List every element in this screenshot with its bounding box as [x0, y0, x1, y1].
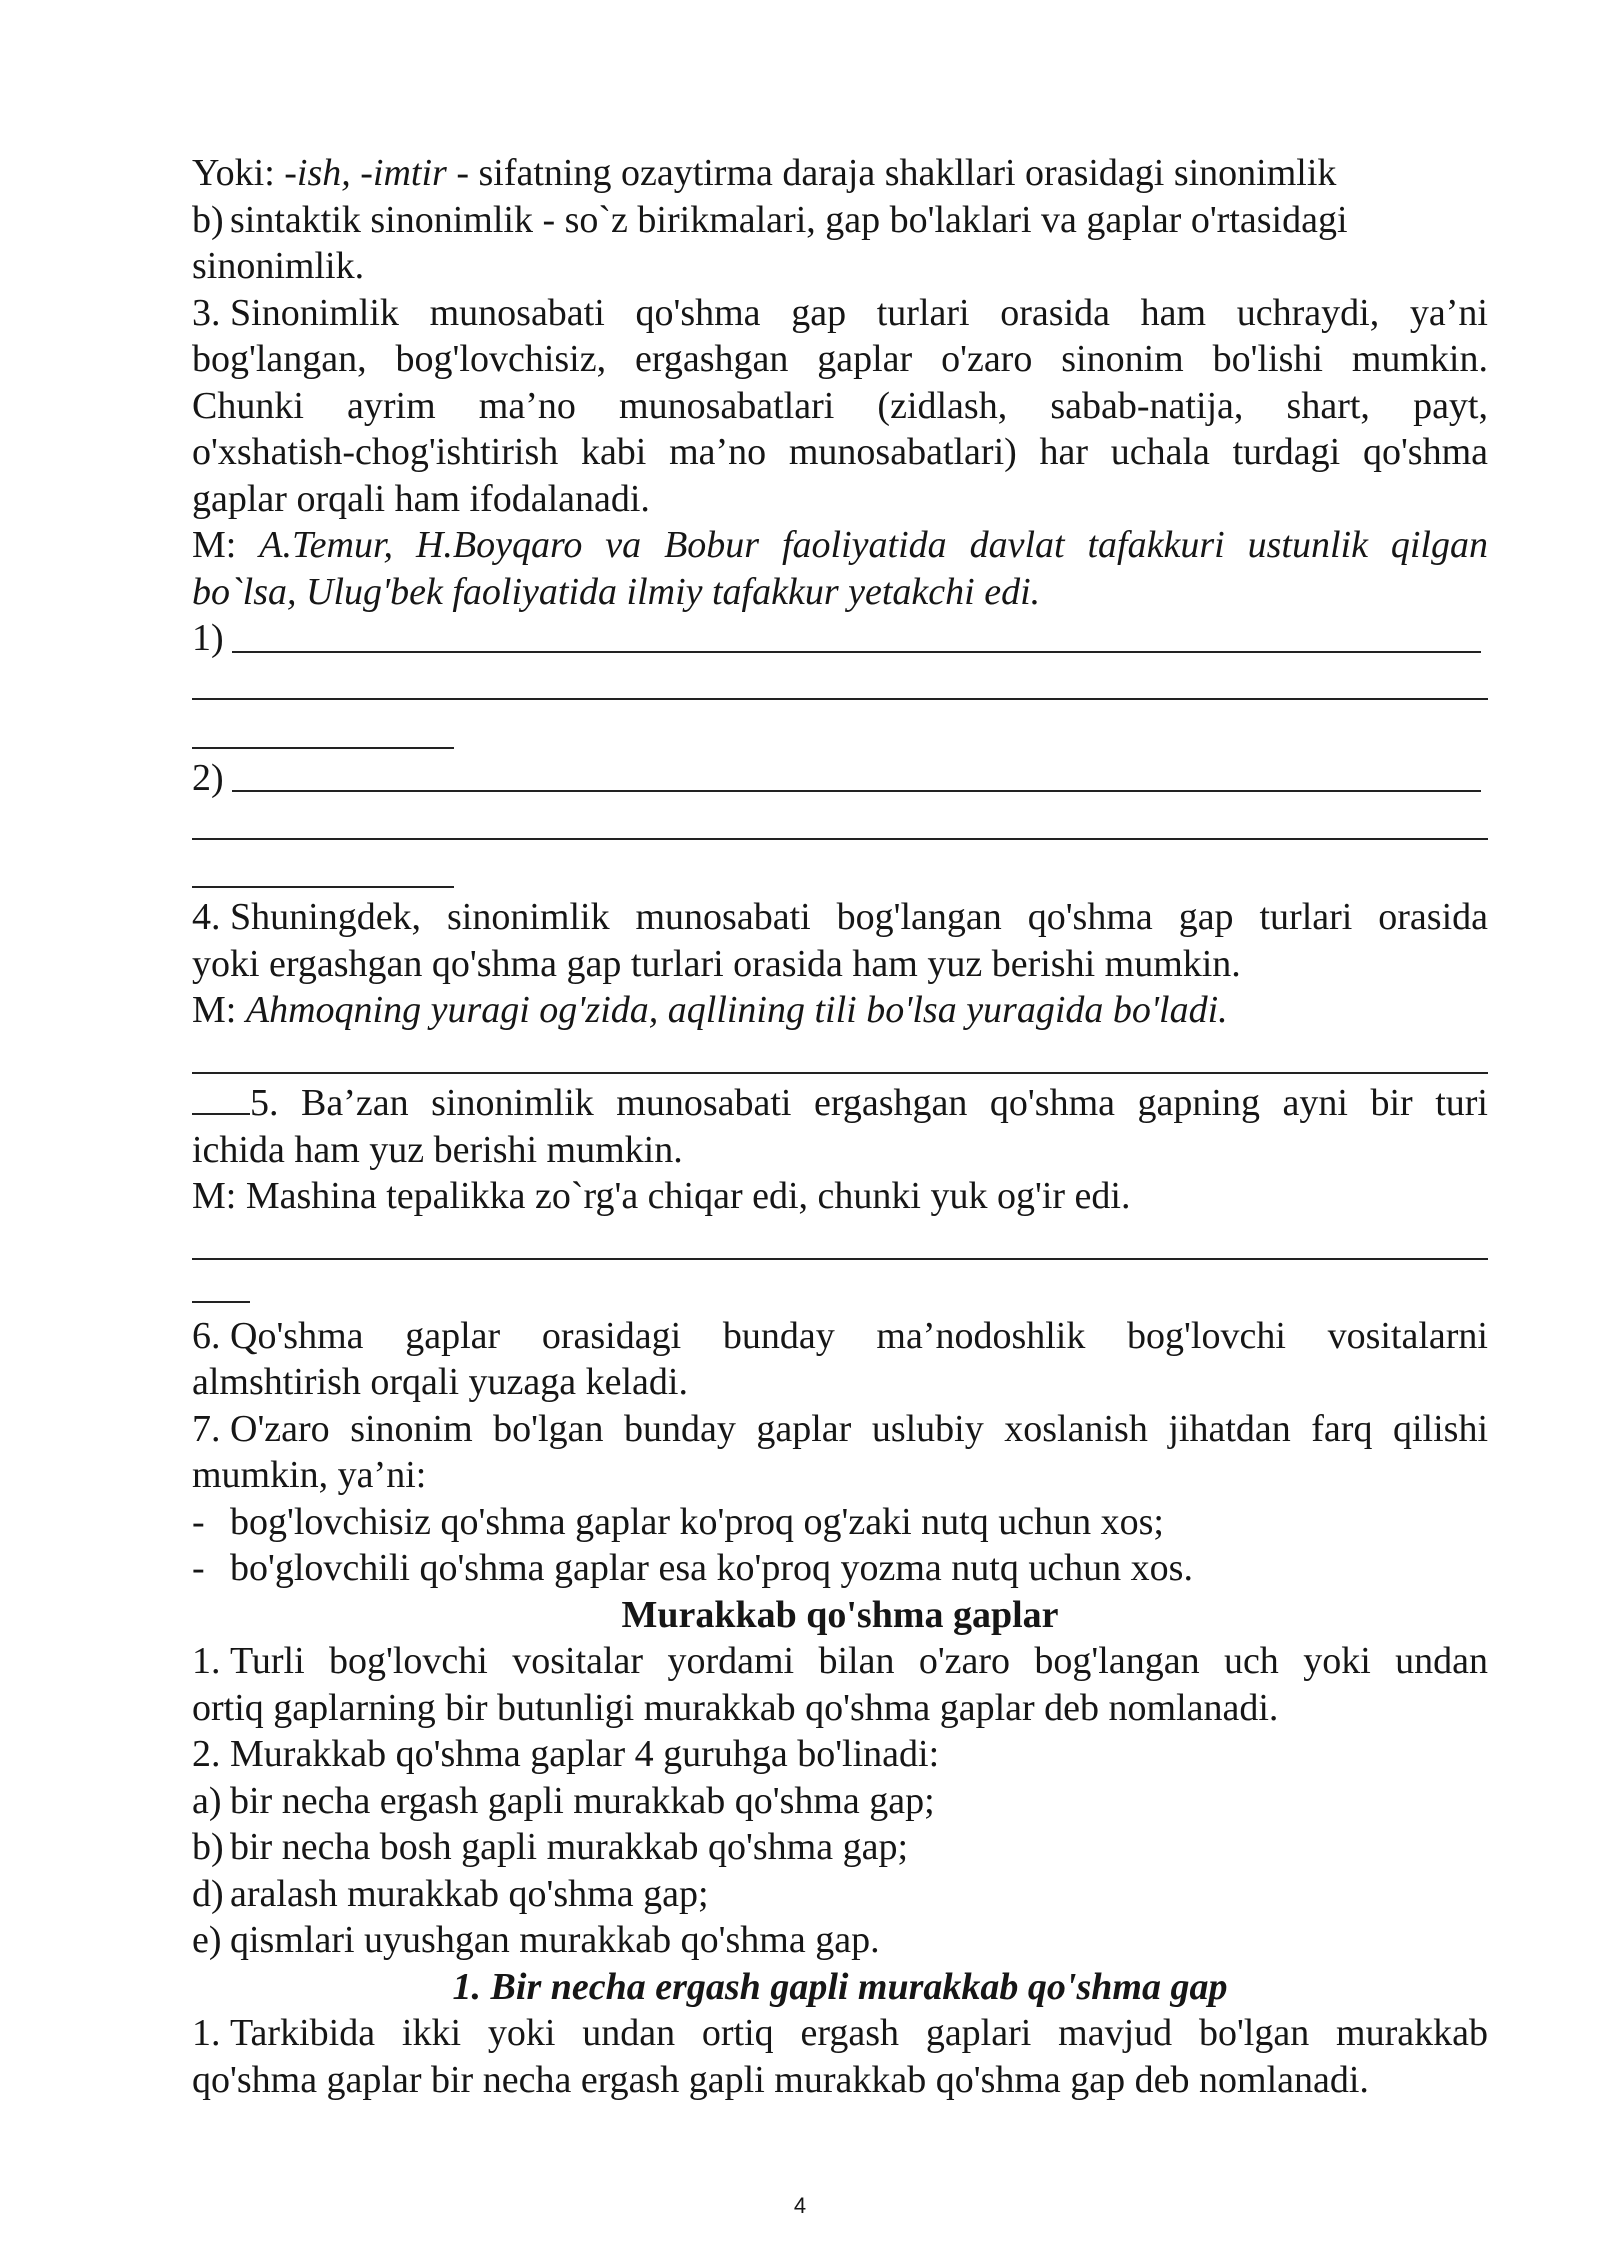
list-item-d: d) aralash murakkab qo'shma gap;	[192, 1872, 709, 1915]
text-line: ichida ham yuz berishi mumkin.	[192, 1128, 683, 1171]
answer-line-end[interactable]	[192, 848, 1488, 895]
list-item-4: 4. Shuningdek, sinonimlik munosabati bog'langan qo'shma gap turlari orasida	[192, 896, 1488, 938]
list-item-b: b) sintaktik sinonimlik - so`z birikmalari, gap bo'laklari va gaplar o'rtasidagi	[192, 198, 1348, 241]
answer-line[interactable]	[192, 1220, 1488, 1267]
answer-line-2[interactable]: 2)	[192, 755, 1488, 802]
list-item-6: 6. Qo'shma gaplar orasidagi bunday ma’nodoshlik bog'lovchi vositalarni	[192, 1314, 1488, 1357]
text-line: qo'shma gaplar bir necha ergash gapli murakkab qo'shma gap deb nomlanadi.	[192, 2058, 1369, 2101]
answer-line-continuation[interactable]	[192, 662, 1488, 709]
text-line: almshtirish orqali yuzaga keladi.	[192, 1361, 688, 1403]
example-line: bo`lsa, Ulug'bek faoliyatida ilmiy tafakkur yetakchi edi.	[192, 570, 1041, 613]
list-item-7: 7. O'zaro sinonim bo'lgan bunday gaplar uslubiy xoslanish jihatdan farq qilishi	[192, 1407, 1488, 1450]
list-item-1: 1. Turli bog'lovchi vositalar yordami bilan o'zaro bog'langan uch yoki undan	[192, 1640, 1488, 1682]
text-line: sinonimlik.	[192, 245, 365, 287]
text-line: ortiq gaplarning bir butunligi murakkab qo'shma gaplar deb nomlanadi.	[192, 1686, 1279, 1729]
text-line: o'xshatish-chog'ishtirish kabi ma’no munosabatlari) har uchala turdagi qo'shma	[192, 431, 1488, 473]
answer-line-continuation[interactable]	[192, 801, 1488, 848]
list-item-2: 2. Murakkab qo'shma gaplar 4 guruhga bo'linadi:	[192, 1733, 940, 1775]
text-line: Chunki ayrim ma’no munosabatlari (zidlash, sabab-natija, shart, payt,	[192, 384, 1488, 427]
answer-line-end[interactable]	[192, 1266, 1488, 1313]
answer-line-end[interactable]	[192, 708, 1488, 755]
text-line: bog'langan, bog'lovchisiz, ergashgan gaplar o'zaro sinonim bo'lishi mumkin.	[192, 338, 1488, 380]
list-item-3: 3. Sinonimlik munosabati qo'shma gap turlari orasida ham uchraydi, ya’ni	[192, 291, 1488, 334]
document-page	[192, 150, 1488, 2103]
subsection-heading: 1. Bir necha ergash gapli murakkab qo'shma gap	[452, 1965, 1228, 2008]
text-line: gaplar orqali ham ifodalanadi.	[192, 477, 650, 520]
list-item-5: 5. Ba’zan sinonimlik munosabati ergashgan qo'shma gapning ayni bir turi	[192, 1080, 1488, 1127]
page-number: 4	[793, 2193, 807, 2218]
answer-line[interactable]	[192, 1034, 1488, 1081]
text-line: Yoki: -ish, -imtir - sifatning ozaytirma daraja shakllari orasidagi sinonimlik	[192, 152, 1337, 194]
section-heading: Murakkab qo'shma gaplar	[621, 1593, 1059, 1636]
example-line: M: Mashina tepalikka zo`rg'a chiqar edi, chunki yuk og'ir edi.	[192, 1175, 1131, 1217]
example-line: M: Ahmoqning yuragi og'zida, aqllining tili bo'lsa yuragida bo'ladi.	[192, 989, 1228, 1031]
bullet-item: - bo'glovchili qo'shma gaplar esa ko'proq yozma nutq uchun xos.	[192, 1547, 1193, 1589]
list-item-e: e) qismlari uyushgan murakkab qo'shma gap.	[192, 1919, 880, 1961]
answer-line-1[interactable]: 1)	[192, 615, 1488, 662]
list-item-b: b) bir necha bosh gapli murakkab qo'shma gap;	[192, 1826, 909, 1868]
bullet-item: - bog'lovchisiz qo'shma gaplar ko'proq og'zaki nutq uchun xos;	[192, 1500, 1164, 1543]
text-line: mumkin, ya’ni:	[192, 1454, 427, 1496]
example-line: M: A.Temur, H.Boyqaro va Bobur faoliyatida davlat tafakkuri ustunlik qilgan	[192, 524, 1488, 566]
list-item-1: 1. Tarkibida ikki yoki undan ortiq ergash gaplari mavjud bo'lgan murakkab	[192, 2012, 1488, 2054]
text-line: yoki ergashgan qo'shma gap turlari orasida ham yuz berishi mumkin.	[192, 942, 1241, 985]
list-item-a: a) bir necha ergash gapli murakkab qo'shma gap;	[192, 1779, 935, 1822]
